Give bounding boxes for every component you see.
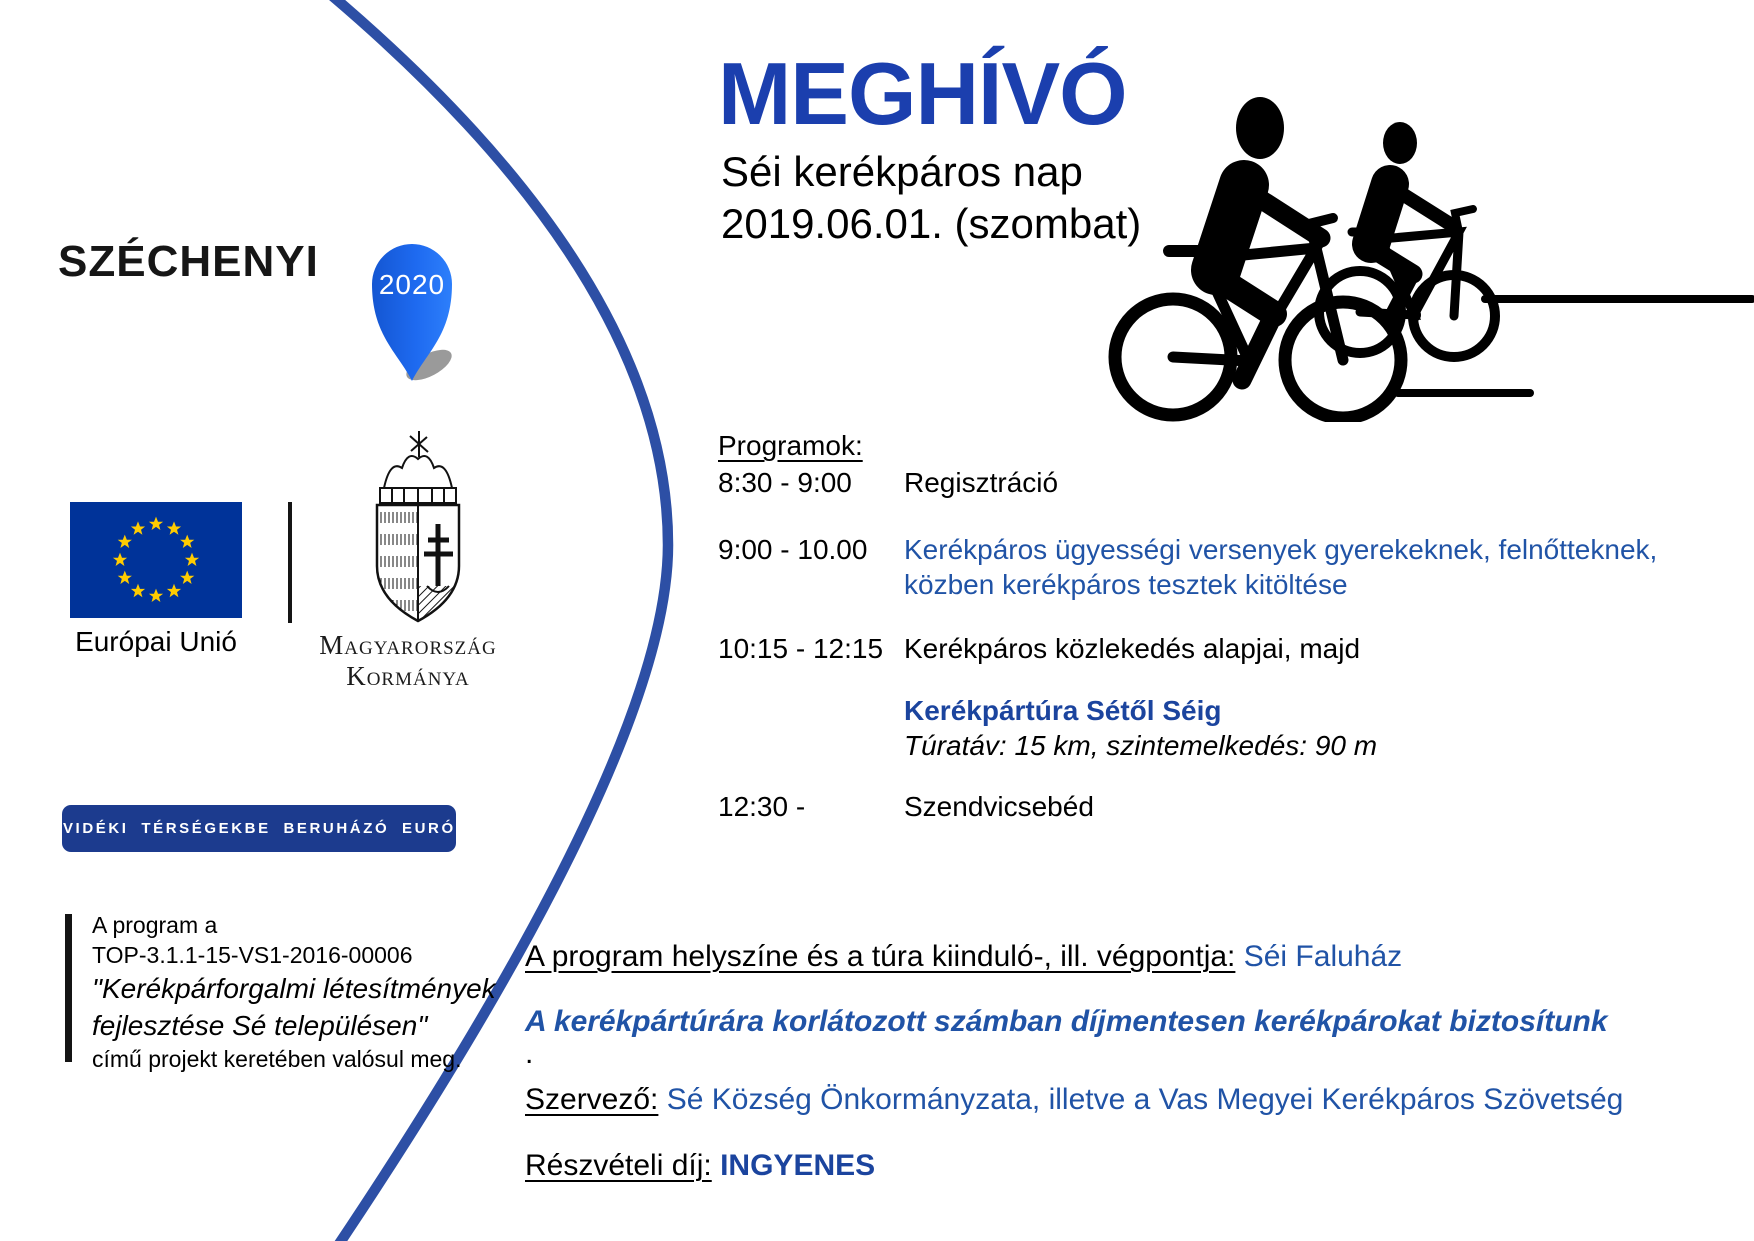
free-bikes-note: A kerékpártúrára korlátozott számban díjmentesen kerékpárokat biztosítunk <box>525 1005 1608 1038</box>
logo-divider <box>288 502 292 623</box>
program-item: Kerékpáros ügyességi versenyek gyerekeknek, felnőtteknek, <box>904 534 1658 565</box>
program-time: 12:30 - <box>718 791 806 822</box>
program-row <box>718 465 1728 500</box>
hungary-coat-of-arms-icon <box>348 428 488 628</box>
eu-flag-label: Európai Unió <box>75 626 237 657</box>
szechenyi-logo-text: SZÉCHENYI <box>58 237 319 286</box>
program-time <box>718 693 904 763</box>
stray-period: . <box>525 1037 534 1070</box>
program-time: 8:30 - 9:00 <box>718 467 852 498</box>
adult-head <box>1236 97 1284 159</box>
eu-flag <box>70 502 242 618</box>
fee-label: Részvételi díj: <box>525 1149 712 1182</box>
program-row <box>718 789 1728 824</box>
program-schedule <box>718 428 1728 824</box>
project-description <box>92 910 512 1074</box>
project-line-4: fejlesztése Sé településen" <box>92 1010 428 1041</box>
program-heading: Programok: <box>718 430 863 461</box>
szechenyi-pin-icon <box>366 237 458 383</box>
program-item: közben kerékpáros tesztek kitöltése <box>904 569 1348 600</box>
program-time: 10:15 - 12:15 <box>718 633 884 664</box>
project-line-5: című projekt keretében valósul meg. <box>92 1046 462 1072</box>
program-item-tour-stats: Túratáv: 15 km, szintemelkedés: 90 m <box>904 730 1378 761</box>
location-value: Séi Faluház <box>1243 940 1403 973</box>
cyclists-illustration <box>1030 72 1754 422</box>
europe-investing-banner <box>37 805 481 852</box>
project-line-2: TOP-3.1.1-15-VS1-2016-00006 <box>92 942 413 968</box>
project-line-3: "Kerékpárforgalmi létesítmények <box>92 973 496 1004</box>
page-title: MEGHÍVÓ <box>718 44 1127 143</box>
location-label: A program helyszíne és a túra kiinduló-, ill. végpontja: <box>525 940 1236 973</box>
fee-line <box>525 1147 1744 1185</box>
fee-value: INGYENES <box>720 1149 876 1182</box>
event-name: Séi kerékpáros nap <box>721 148 1083 195</box>
program-item: Kerékpáros közlekedés alapjai, majd <box>904 633 1361 664</box>
program-row <box>718 631 1728 666</box>
program-item-tour-title: Kerékpártúra Sétől Séig <box>904 695 1222 726</box>
event-details <box>525 930 1744 1185</box>
child-head <box>1383 122 1417 164</box>
program-row <box>718 532 1728 602</box>
project-block-bar <box>65 914 72 1062</box>
organizer-line <box>525 1081 1744 1119</box>
event-date: 2019.06.01. (szombat) <box>721 200 1142 247</box>
program-row <box>718 693 1728 763</box>
organizer-label: Szervező: <box>525 1083 659 1116</box>
pin-year-text: 2020 <box>378 269 446 300</box>
banner-text: A VIDÉKI TÉRSÉGEKBE BERUHÁZÓ EURÓPA <box>37 820 481 837</box>
project-line-1: A program a <box>92 912 218 938</box>
program-item: Szendvicsebéd <box>904 791 1094 822</box>
government-label-line1: Magyarország <box>319 630 497 660</box>
organizer-value: Sé Község Önkormányzata, illetve a Vas Megyei Kerékpáros Szövetség <box>666 1083 1624 1116</box>
program-time: 9:00 - 10.00 <box>718 534 868 565</box>
program-item: Regisztráció <box>904 467 1059 498</box>
government-label <box>303 630 513 692</box>
location-line <box>525 938 1744 976</box>
government-label-line2: Kormánya <box>346 661 470 691</box>
